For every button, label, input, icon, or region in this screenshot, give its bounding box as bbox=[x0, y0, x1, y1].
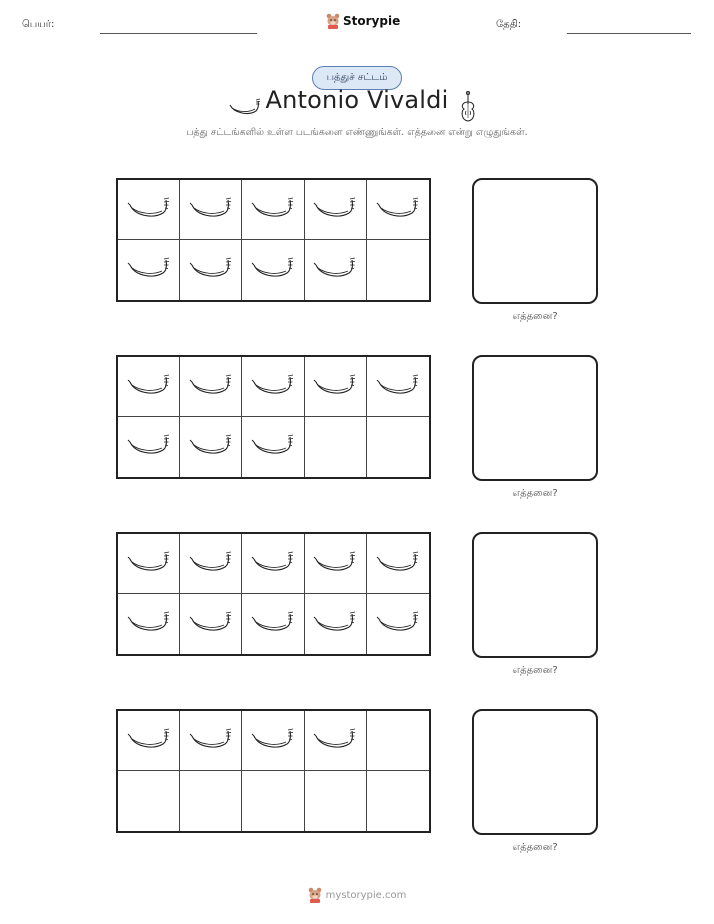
ten-frame-cell bbox=[242, 357, 304, 417]
brand-logo bbox=[326, 13, 400, 29]
answer-box[interactable] bbox=[472, 709, 598, 835]
ten-frame-cell bbox=[242, 534, 304, 594]
gondola-icon bbox=[313, 725, 357, 757]
ten-frame-cell bbox=[367, 594, 429, 654]
ten-frame bbox=[116, 355, 431, 479]
answer-question-label: எத்தனை? bbox=[512, 665, 558, 676]
gondola-icon bbox=[376, 194, 420, 226]
page-title: Antonio Vivaldi bbox=[265, 86, 449, 114]
name-label: பெயர்: bbox=[22, 19, 55, 30]
ten-frame-cell bbox=[118, 180, 180, 240]
gondola-icon bbox=[376, 548, 420, 580]
instructions-text: பத்து சட்டங்களில் உள்ள படங்களை எண்ணுங்கள். எத்தனை என்று எழுதுங்கள். bbox=[186, 127, 528, 138]
ten-frame-cell bbox=[180, 534, 242, 594]
ten-frame-cell bbox=[367, 534, 429, 594]
ten-frame-cell bbox=[305, 711, 367, 771]
gondola-icon bbox=[127, 608, 171, 640]
ten-frame-cell bbox=[242, 771, 304, 831]
ten-frame-cell bbox=[305, 534, 367, 594]
gondola-icon bbox=[127, 431, 171, 463]
footer bbox=[0, 887, 714, 903]
gondola-icon bbox=[251, 548, 295, 580]
worksheet-type-badge: பத்துச் சட்டம் bbox=[312, 66, 402, 90]
gondola-icon bbox=[127, 254, 171, 286]
ten-frame-cell bbox=[180, 357, 242, 417]
ten-frame-cell bbox=[242, 417, 304, 477]
ten-frame-cell bbox=[367, 180, 429, 240]
gondola-icon bbox=[251, 194, 295, 226]
answer-box[interactable] bbox=[472, 178, 598, 304]
gondola-icon bbox=[376, 608, 420, 640]
name-line[interactable] bbox=[100, 33, 257, 34]
ten-frame-cell bbox=[180, 417, 242, 477]
ten-frame-cell bbox=[367, 417, 429, 477]
footer-url: mystorypie.com bbox=[325, 889, 407, 901]
ten-frame-cell bbox=[242, 594, 304, 654]
gondola-icon bbox=[189, 725, 233, 757]
ten-frame bbox=[116, 178, 431, 302]
ten-frame-cell bbox=[180, 180, 242, 240]
ten-frame-cell bbox=[118, 357, 180, 417]
ten-frame-cell bbox=[118, 711, 180, 771]
ten-frame bbox=[116, 709, 431, 833]
brand-name: Storypie bbox=[343, 14, 401, 28]
ten-frame-cell bbox=[305, 240, 367, 300]
gondola-icon bbox=[189, 548, 233, 580]
gondola-icon bbox=[127, 725, 171, 757]
gondola-icon bbox=[251, 254, 295, 286]
date-line[interactable] bbox=[567, 33, 691, 34]
gondola-icon bbox=[313, 608, 357, 640]
answer-box[interactable] bbox=[472, 532, 598, 658]
gondola-icon bbox=[127, 371, 171, 403]
gondola-icon bbox=[189, 608, 233, 640]
bear-mascot-icon bbox=[326, 13, 340, 29]
gondola-icon bbox=[189, 431, 233, 463]
ten-frame-cell bbox=[118, 534, 180, 594]
ten-frame-cell bbox=[180, 771, 242, 831]
ten-frame-cell bbox=[180, 240, 242, 300]
ten-frame-cell bbox=[180, 594, 242, 654]
ten-frame-cell bbox=[118, 594, 180, 654]
ten-frame-cell bbox=[305, 180, 367, 240]
violin-icon bbox=[457, 90, 479, 124]
ten-frame-cell bbox=[305, 771, 367, 831]
gondola-icon bbox=[189, 254, 233, 286]
ten-frame-cell bbox=[305, 417, 367, 477]
ten-frame-cell bbox=[367, 771, 429, 831]
gondola-icon bbox=[376, 371, 420, 403]
ten-frame bbox=[116, 532, 431, 656]
ten-frame-cell bbox=[367, 240, 429, 300]
ten-frame-cell bbox=[180, 711, 242, 771]
answer-box[interactable] bbox=[472, 355, 598, 481]
gondola-icon bbox=[127, 194, 171, 226]
bear-mascot-icon bbox=[308, 887, 322, 903]
gondola-icon bbox=[251, 608, 295, 640]
ten-frame-cell bbox=[242, 711, 304, 771]
ten-frame-cell bbox=[118, 240, 180, 300]
ten-frame-cell bbox=[367, 711, 429, 771]
gondola-icon bbox=[189, 194, 233, 226]
gondola-icon bbox=[251, 431, 295, 463]
answer-question-label: எத்தனை? bbox=[512, 842, 558, 853]
ten-frame-cell bbox=[118, 417, 180, 477]
gondola-icon bbox=[251, 725, 295, 757]
ten-frame-cell bbox=[118, 771, 180, 831]
gondola-icon bbox=[313, 254, 357, 286]
gondola-icon bbox=[313, 194, 357, 226]
ten-frame-cell bbox=[242, 240, 304, 300]
date-label: தேதி: bbox=[496, 19, 522, 30]
answer-question-label: எத்தனை? bbox=[512, 488, 558, 499]
gondola-icon bbox=[189, 371, 233, 403]
gondola-icon bbox=[313, 548, 357, 580]
ten-frame-cell bbox=[367, 357, 429, 417]
ten-frame-cell bbox=[305, 594, 367, 654]
gondola-icon bbox=[127, 548, 171, 580]
gondola-icon bbox=[251, 371, 295, 403]
ten-frame-cell bbox=[242, 180, 304, 240]
gondola-icon bbox=[313, 371, 357, 403]
answer-question-label: எத்தனை? bbox=[512, 311, 558, 322]
ten-frame-cell bbox=[305, 357, 367, 417]
